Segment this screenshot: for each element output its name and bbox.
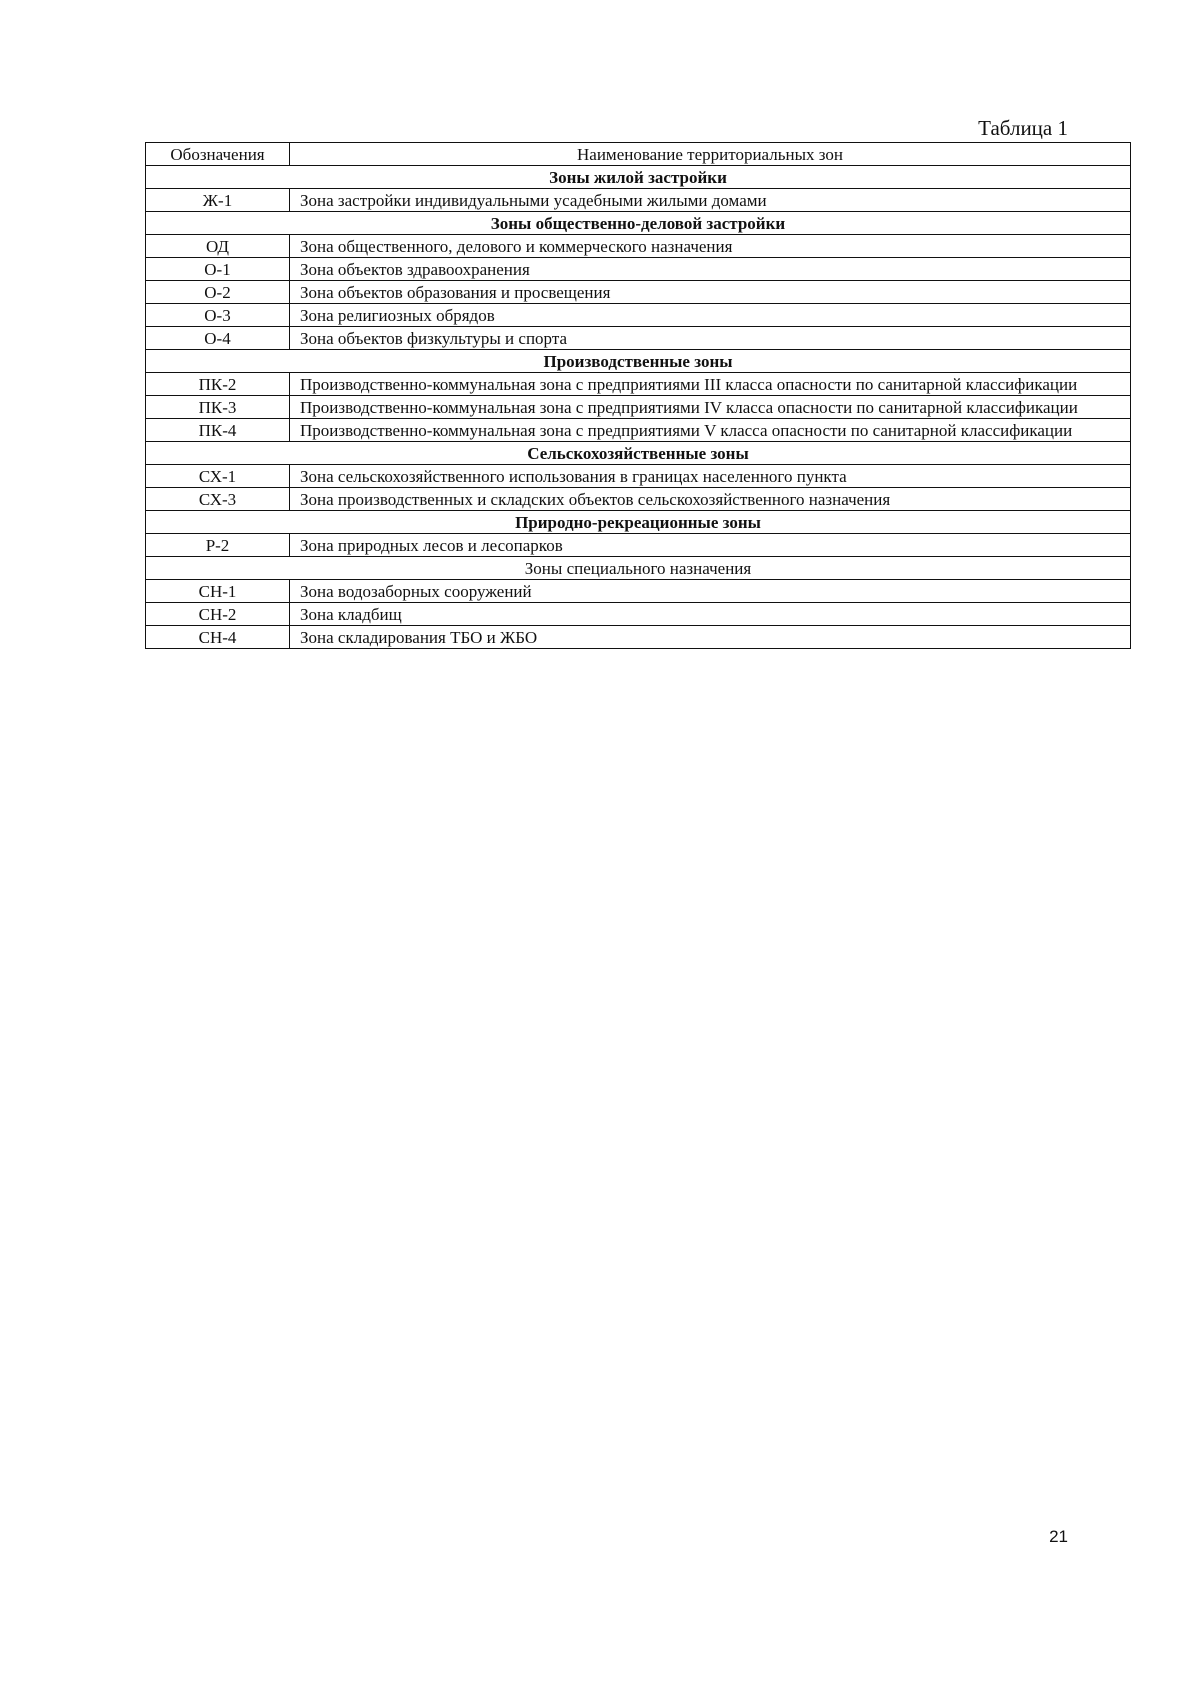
zone-code: О-4 xyxy=(146,327,290,350)
zone-name: Зона объектов физкультуры и спорта xyxy=(290,327,1131,350)
zone-name: Зона водозаборных сооружений xyxy=(290,580,1131,603)
table-row xyxy=(146,396,1131,419)
page-number: 21 xyxy=(1049,1527,1068,1546)
zone-name: Зона общественного, делового и коммерческого назначения xyxy=(290,235,1131,258)
zone-code: СХ-1 xyxy=(146,465,290,488)
section-row xyxy=(146,166,1131,189)
table-row xyxy=(146,235,1131,258)
section-title: Производственные зоны xyxy=(146,350,1131,373)
table-row xyxy=(146,373,1131,396)
section-row xyxy=(146,557,1131,580)
zone-code: О-1 xyxy=(146,258,290,281)
zone-name: Зона складирования ТБО и ЖБО xyxy=(290,626,1131,649)
table-row xyxy=(146,465,1131,488)
table-row xyxy=(146,603,1131,626)
zone-code: О-3 xyxy=(146,304,290,327)
zone-code: СН-1 xyxy=(146,580,290,603)
zone-name: Зона сельскохозяйственного использования в границах населенного пункта xyxy=(290,465,1131,488)
table-row xyxy=(146,281,1131,304)
table-row xyxy=(146,580,1131,603)
zone-name: Зона объектов здравоохранения xyxy=(290,258,1131,281)
table-caption: Таблица 1 xyxy=(978,116,1068,140)
table-row xyxy=(146,327,1131,350)
section-row xyxy=(146,442,1131,465)
zone-name: Зона производственных и складских объектов сельскохозяйственного назначения xyxy=(290,488,1131,511)
table-row xyxy=(146,419,1131,442)
table-row xyxy=(146,304,1131,327)
section-row xyxy=(146,511,1131,534)
zone-code: Р-2 xyxy=(146,534,290,557)
section-title: Зоны общественно-деловой застройки xyxy=(146,212,1131,235)
zone-name: Зона застройки индивидуальными усадебными жилыми домами xyxy=(290,189,1131,212)
table-row xyxy=(146,189,1131,212)
column-header-code: Обозначения xyxy=(146,143,290,166)
zone-code: СН-4 xyxy=(146,626,290,649)
zone-code: ПК-3 xyxy=(146,396,290,419)
zone-name: Зона объектов образования и просвещения xyxy=(290,281,1131,304)
zone-code: ОД xyxy=(146,235,290,258)
section-title: Сельскохозяйственные зоны xyxy=(146,442,1131,465)
zone-code: О-2 xyxy=(146,281,290,304)
section-row xyxy=(146,350,1131,373)
column-header-name: Наименование территориальных зон xyxy=(290,143,1131,166)
zone-name: Производственно-коммунальная зона с предприятиями V класса опасности по санитарной классификации xyxy=(290,419,1131,442)
zone-code: ПК-2 xyxy=(146,373,290,396)
zone-code: СН-2 xyxy=(146,603,290,626)
table-row xyxy=(146,534,1131,557)
table-header-row xyxy=(146,143,1131,166)
section-title: Природно-рекреационные зоны xyxy=(146,511,1131,534)
section-row xyxy=(146,212,1131,235)
territorial-zones-table xyxy=(145,142,1131,649)
zone-name: Зона религиозных обрядов xyxy=(290,304,1131,327)
zone-code: Ж-1 xyxy=(146,189,290,212)
zone-name: Зона природных лесов и лесопарков xyxy=(290,534,1131,557)
zone-code: СХ-3 xyxy=(146,488,290,511)
zone-name: Производственно-коммунальная зона с предприятиями IV класса опасности по санитарной классификации xyxy=(290,396,1131,419)
zone-code: ПК-4 xyxy=(146,419,290,442)
zone-name: Производственно-коммунальная зона с предприятиями III класса опасности по санитарной классификации xyxy=(290,373,1131,396)
table-row xyxy=(146,488,1131,511)
table-row xyxy=(146,258,1131,281)
table-body xyxy=(146,166,1131,649)
section-title: Зоны жилой застройки xyxy=(146,166,1131,189)
table-row xyxy=(146,626,1131,649)
section-title: Зоны специального назначения xyxy=(146,557,1131,580)
zone-name: Зона кладбищ xyxy=(290,603,1131,626)
